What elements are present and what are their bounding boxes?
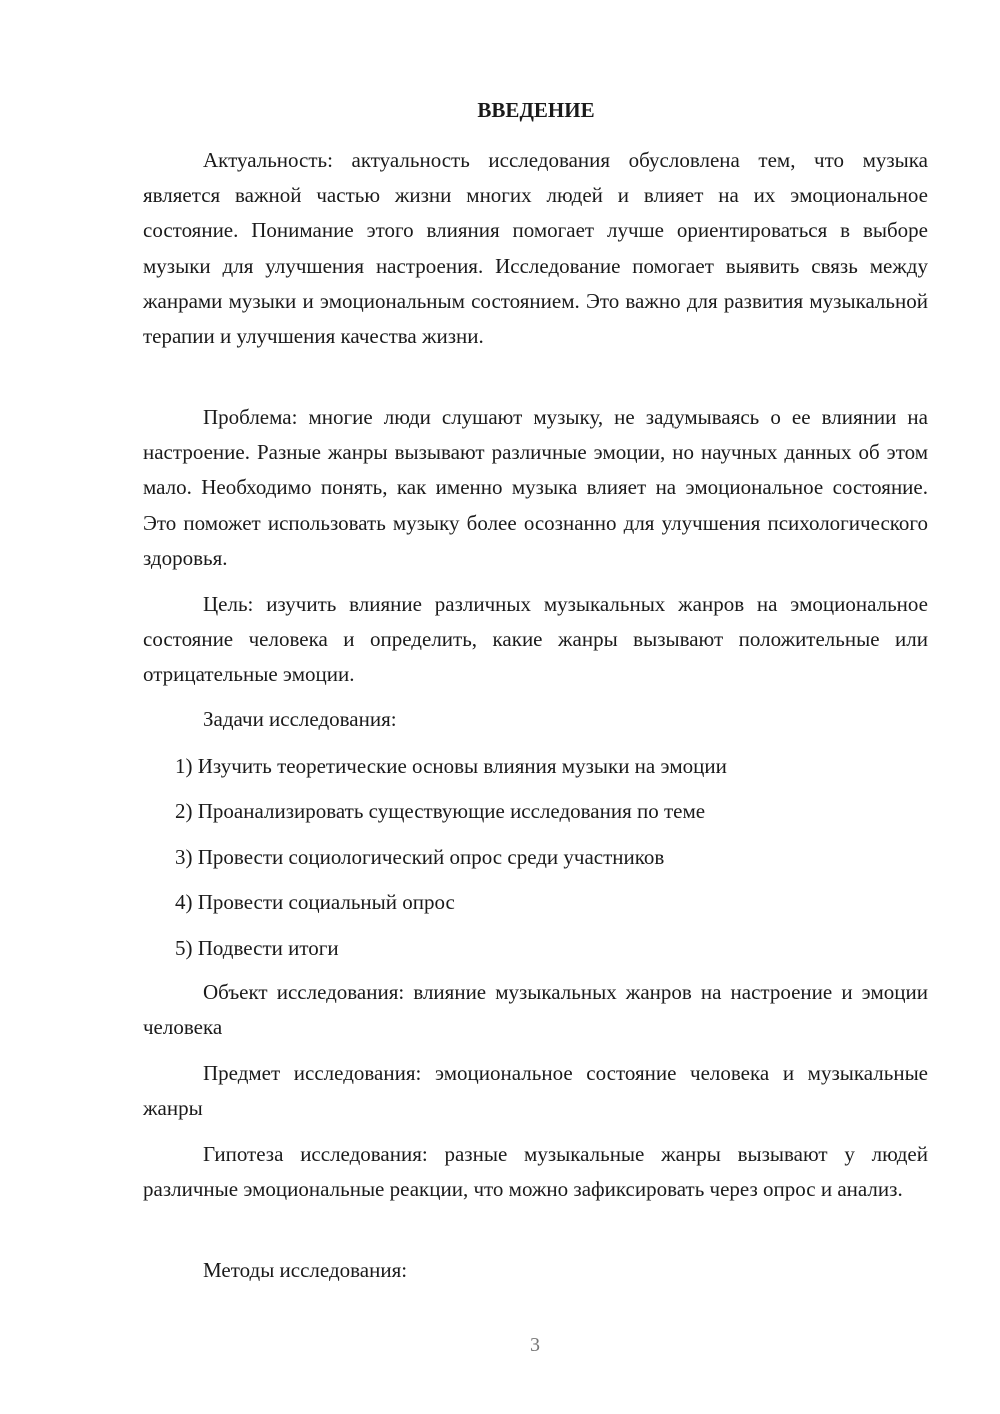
methods-heading: Методы исследования:: [203, 1258, 408, 1282]
paragraph-hypothesis: Гипотеза исследования: разные музыкальные жанры вызывают у людей различные эмоциональные реакции, что можно зафиксировать через опрос и анализ.: [143, 1142, 928, 1202]
list-item: 3) Провести социологический опрос среди участников: [175, 844, 665, 869]
list-item: 5) Подвести итоги: [175, 935, 339, 960]
paragraph-goal: Цель: изучить влияние различных музыкальных жанров на эмоциональное состояние человека и определить, какие жанры вызывают положительные или отрицательные эмоции.: [143, 592, 928, 687]
tasks-heading: Задачи исследования:: [203, 707, 397, 731]
tasks-list: [175, 752, 935, 979]
paragraph-subject: Предмет исследования: эмоциональное состояние человека и музыкальные жанры: [143, 1061, 928, 1121]
list-item: 1) Изучить теоретические основы влияния музыки на эмоции: [175, 754, 727, 778]
paragraph-problem: Проблема: многие люди слушают музыку, не задумываясь о ее влиянии на настроение. Разные жанры вызывают различные эмоции, но научных данных об этом мало. Необходимо понять, как именно музыка влияет на эмоциональное состояние. Это поможет использовать музыку более осознанно для улучшения психологического здоровья.: [143, 405, 928, 570]
page-title: ВВЕДЕНИЕ: [477, 98, 595, 122]
paragraph-relevance: Актуальность: актуальность исследования обусловлена тем, что музыка является важной частью жизни многих людей и влияет на их эмоциональное состояние. Понимание этого влияния помогает лучше ориентироваться в выборе музыки для улучшения настроения. Исследование помогает выявить связь между жанрами музыки и эмоциональным состоянием. Это важно для развития музыкальной терапии и улучшения качества жизни.: [143, 148, 928, 349]
list-item: 4) Провести социальный опрос: [175, 890, 455, 915]
list-item: 2) Проанализировать существующие исследования по теме: [175, 799, 706, 824]
page-number: 3: [530, 1334, 540, 1356]
paragraph-object: Объект исследования: влияние музыкальных жанров на настроение и эмоции человека: [143, 980, 928, 1040]
